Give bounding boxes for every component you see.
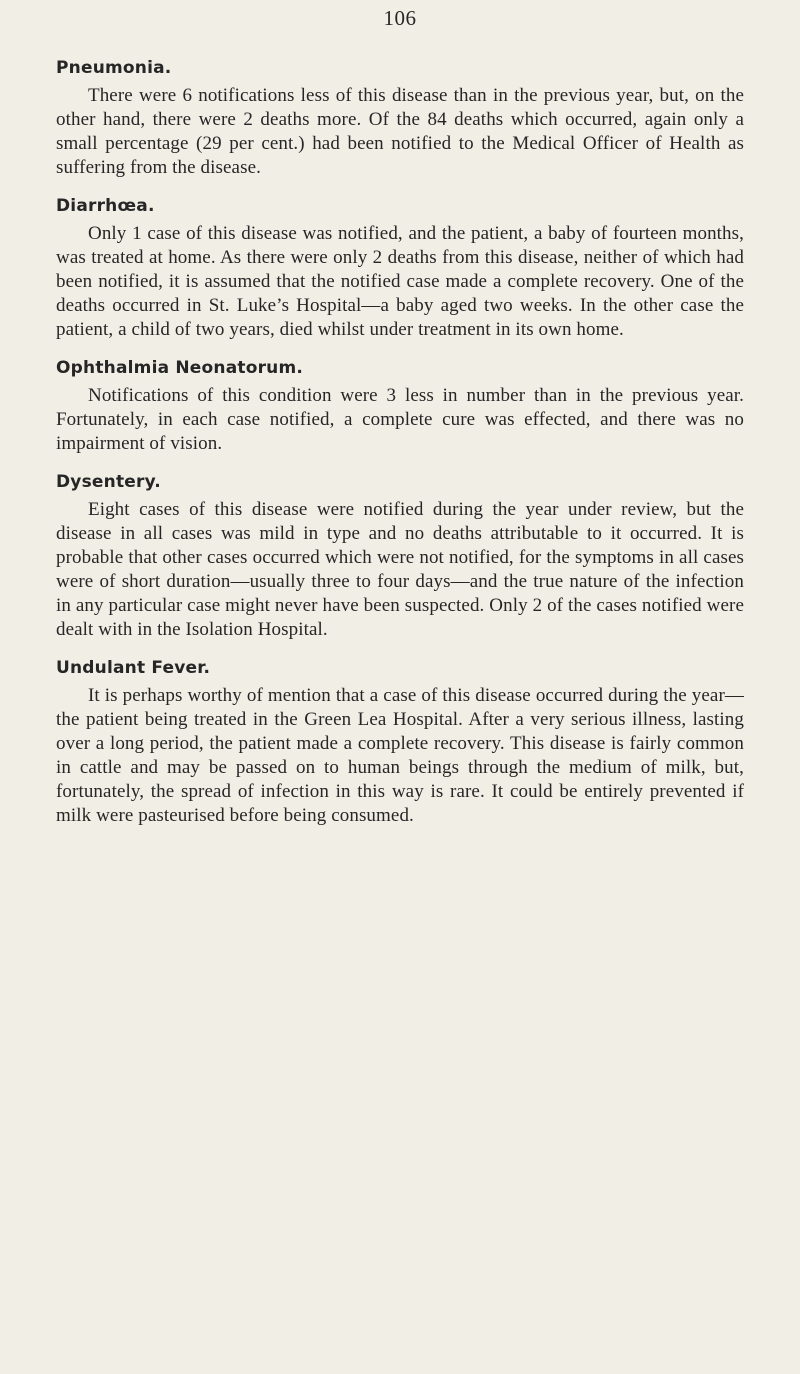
- section-paragraph: There were 6 notifications less of this disease than in the previous year, but, on the other hand, there were 2 deaths more. Of the 84 deaths which occurred, again only a small percentage (29 per cent.) had been notified to the Medical Officer of Health as suffering from the disease.: [56, 85, 744, 178]
- section-heading: Undulant Fever.: [56, 658, 211, 678]
- section-heading: Ophthalmia Neonatorum.: [56, 358, 304, 378]
- page-number: 106: [383, 6, 417, 30]
- section-heading: Pneumonia.: [56, 58, 172, 78]
- section-undulant-fever: [56, 656, 744, 828]
- section-paragraph: It is perhaps worthy of mention that a case of this disease occurred during the year—the patient being treated in the Green Lea Hospital. After a very serious illness, lasting over a long period, the patient made a complete recovery. This disease is fairly common in cattle and may be passed on to human beings through the medium of milk, but, fortunately, the spread of infection in this way is rare. It could be entirely prevented if milk were pasteurised before being consumed.: [56, 685, 744, 826]
- section-ophthalmia-neonatorum: [56, 356, 744, 456]
- section-pneumonia: [56, 56, 744, 180]
- section-heading: Diarrhœa.: [56, 196, 155, 216]
- section-paragraph: Only 1 case of this disease was notified, and the patient, a baby of fourteen months, was treated at home. As there were only 2 deaths from this disease, neither of which had been notified, it is assumed that the notified case made a complete recovery. One of the deaths occurred in St. Luke’s Hospital—a baby aged two weeks. In the other case the patient, a child of two years, died whilst under treatment in its own home.: [56, 223, 744, 340]
- section-diarrhoea: [56, 194, 744, 342]
- section-paragraph: Eight cases of this disease were notified during the year under review, but the disease in all cases was mild in type and no deaths attributable to it occurred. It is probable that other cases occurred which were not notified, for the symptoms in all cases were of short duration—usually three to four days—and the true nature of the infection in any particular case might never have been suspected. Only 2 of the cases notified were dealt with in the Isolation Hospital.: [56, 499, 744, 640]
- section-dysentery: [56, 470, 744, 642]
- section-heading: Dysentery.: [56, 472, 161, 492]
- section-paragraph: Notifications of this condition were 3 less in number than in the previous year. Fortunately, in each case notified, a complete cure was effected, and there was no impairment of vision.: [56, 385, 744, 454]
- document-body: [56, 56, 744, 842]
